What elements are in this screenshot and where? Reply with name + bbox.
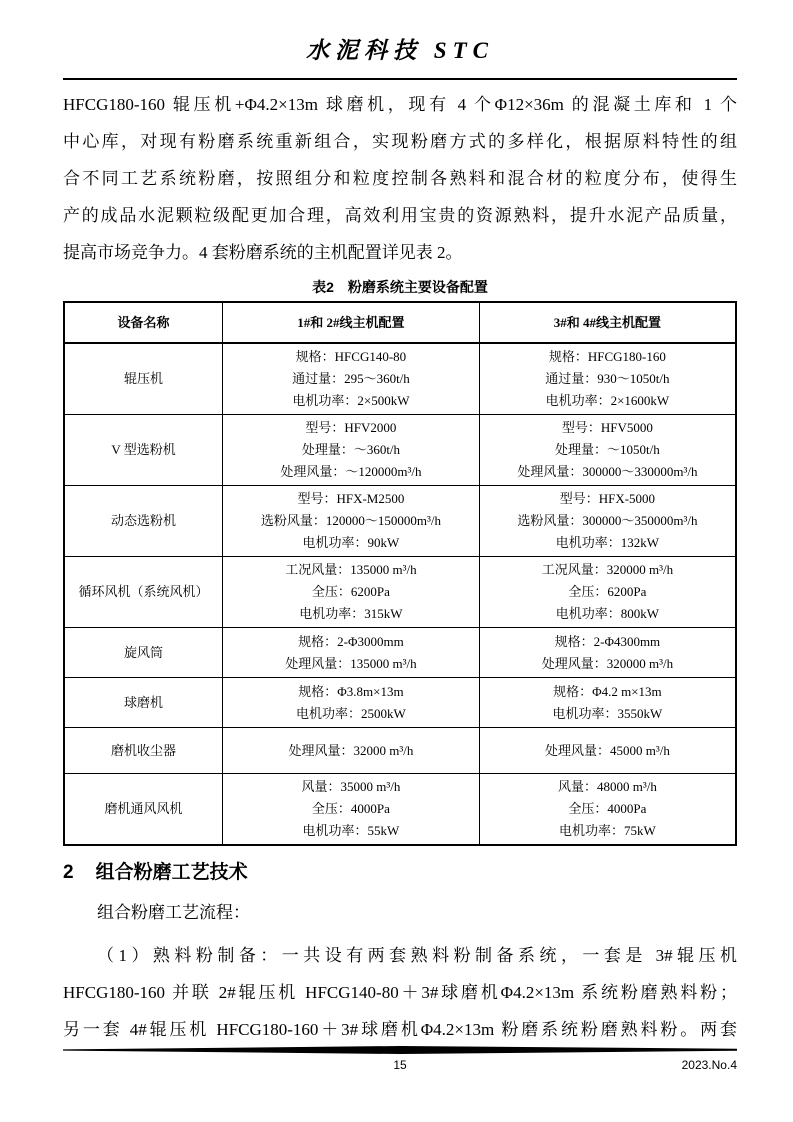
config-cell bbox=[223, 415, 480, 486]
config-line: 型号：HFV2000 bbox=[305, 420, 397, 435]
equipment-name-cell: 动态选粉机 bbox=[64, 486, 223, 557]
equipment-name-cell: 磨机通风风机 bbox=[64, 774, 223, 846]
page-footer bbox=[63, 1046, 737, 1076]
equipment-name-cell: 辊压机 bbox=[64, 343, 223, 415]
text-line: 另一套 4#辊压机 HFCG180-160＋3#球磨机Φ4.2×13m 粉磨系统粉磨熟料粉。两套 bbox=[63, 1020, 737, 1039]
table-caption-label: 表2 bbox=[312, 279, 334, 295]
config-line: 处理量：～1050t/h bbox=[555, 442, 660, 457]
config-cell bbox=[479, 557, 736, 628]
text-line: 提高市场竞争力。4 套粉磨系统的主机配置详见表 2。 bbox=[63, 243, 463, 262]
table-row bbox=[64, 486, 736, 557]
config-line: 处理风量：45000 m³/h bbox=[544, 742, 670, 758]
config-line: 电机功率：55kW bbox=[302, 823, 400, 838]
text-line: 组合粉磨工艺流程： bbox=[97, 903, 250, 922]
config-line: 全压：4000Pa bbox=[311, 801, 390, 816]
config-cell bbox=[479, 774, 736, 846]
config-line: 风量：48000 m³/h bbox=[557, 779, 657, 794]
config-line: 工况风量：135000 m³/h bbox=[285, 562, 417, 577]
table-row bbox=[64, 774, 736, 846]
table-row bbox=[64, 628, 736, 678]
config-line: 选粉风量：300000～350000m³/h bbox=[517, 513, 698, 528]
config-line: 处理风量：300000～330000m³/h bbox=[517, 464, 698, 479]
equipment-name-cell: 循环风机（系统风机） bbox=[64, 557, 223, 628]
config-cell bbox=[223, 343, 480, 415]
paragraph-process-intro bbox=[63, 894, 737, 931]
text-line: HFCG180-160 辊压机+Φ4.2×13m 球磨机，现有 4 个Φ12×36m 的混凝土库和 1 个 bbox=[63, 95, 737, 114]
section-title: 组合粉磨工艺技术 bbox=[95, 862, 248, 883]
config-line: 全压：6200Pa bbox=[311, 584, 390, 599]
table-caption bbox=[63, 277, 737, 297]
config-cell bbox=[223, 486, 480, 557]
section-heading bbox=[63, 858, 737, 888]
table-header-row bbox=[64, 302, 736, 343]
equipment-name-cell: 球磨机 bbox=[64, 678, 223, 728]
section-number: 2 bbox=[63, 862, 74, 883]
footer-row bbox=[63, 1058, 737, 1076]
table-row bbox=[64, 728, 736, 774]
config-line: 处理风量：～120000m³/h bbox=[280, 464, 422, 479]
table-row bbox=[64, 678, 736, 728]
config-line: 型号：HFX-5000 bbox=[559, 491, 656, 506]
paragraph-intro bbox=[63, 86, 737, 271]
table-row bbox=[64, 415, 736, 486]
config-line: 通过量：930～1050t/h bbox=[545, 371, 670, 386]
equipment-name-cell: V 型选粉机 bbox=[64, 415, 223, 486]
config-line: 电机功率：2×500kW bbox=[292, 393, 410, 408]
config-cell bbox=[479, 415, 736, 486]
config-cell bbox=[479, 486, 736, 557]
config-line: 电机功率：315kW bbox=[299, 606, 403, 621]
config-cell bbox=[223, 678, 480, 728]
config-cell bbox=[223, 728, 480, 774]
text-line: 产的成品水泥颗粒级配更加合理，高效利用宝贵的资源熟料，提升水泥产品质量， bbox=[63, 206, 737, 225]
config-line: 工况风量：320000 m³/h bbox=[541, 562, 674, 577]
config-line: 处理量：～360t/h bbox=[301, 442, 401, 457]
config-line: 处理风量：320000 m³/h bbox=[541, 655, 674, 671]
config-cell bbox=[223, 628, 480, 678]
text-line: 合不同工艺系统粉磨，按照组分和粒度控制各熟料和混合材的粒度分布，使得生 bbox=[63, 169, 737, 188]
config-cell bbox=[223, 557, 480, 628]
config-line: 规格：Φ4.2 m×13m bbox=[553, 683, 662, 699]
config-line: 型号：HFV5000 bbox=[561, 420, 653, 435]
config-line: 型号：HFX-M2500 bbox=[297, 491, 405, 506]
config-cell bbox=[479, 728, 736, 774]
journal-title: 水泥科技 STC bbox=[306, 38, 494, 63]
equipment-table-body bbox=[64, 343, 736, 845]
config-line: 处理风量：135000 m³/h bbox=[285, 655, 417, 671]
config-line: 电机功率：132kW bbox=[555, 535, 660, 550]
text-line: HFCG180-160 并联 2#辊压机 HFCG140-80＋3#球磨机Φ4.2×13m 系统粉磨熟料粉； bbox=[63, 983, 737, 1002]
config-line: 风量：35000 m³/h bbox=[301, 779, 401, 794]
config-line: 通过量：295～360t/h bbox=[292, 371, 410, 386]
config-cell bbox=[479, 343, 736, 415]
config-line: 电机功率：800kW bbox=[555, 606, 660, 621]
config-line: 规格：HFCG140-80 bbox=[295, 349, 407, 364]
config-line: 规格：Φ3.8m×13m bbox=[298, 683, 404, 699]
page-number: 15 bbox=[393, 1058, 407, 1072]
table-row bbox=[64, 343, 736, 415]
header-rule bbox=[63, 78, 737, 80]
config-line: 电机功率：75kW bbox=[559, 823, 656, 838]
paragraph-clinker-powder bbox=[63, 937, 737, 1048]
table-row bbox=[64, 557, 736, 628]
footer-bar bbox=[63, 1046, 737, 1054]
issue-label: 2023.No.4 bbox=[681, 1058, 737, 1072]
config-line: 电机功率：90kW bbox=[302, 535, 400, 550]
col-header-line-1-2: 1#和 2#线主机配置 bbox=[223, 302, 480, 343]
col-header-line-3-4: 3#和 4#线主机配置 bbox=[479, 302, 736, 343]
config-line: 规格：2-Φ3000mm bbox=[298, 633, 404, 649]
config-line: 电机功率：2×1600kW bbox=[545, 393, 670, 408]
text-line: （1）熟料粉制备：一共设有两套熟料粉制备系统，一套是 3#辊压机 bbox=[97, 946, 737, 965]
config-line: 全压：4000Pa bbox=[568, 801, 647, 816]
text-line: 中心库，对现有粉磨系统重新组合，实现粉磨方式的多样化，根据原料特性的组 bbox=[63, 132, 737, 151]
equipment-table bbox=[63, 301, 737, 846]
table-caption-title: 粉磨系统主要设备配置 bbox=[347, 279, 488, 295]
config-line: 电机功率：2500kW bbox=[296, 705, 406, 721]
config-line: 全压：6200Pa bbox=[568, 584, 647, 599]
col-header-equipment-name: 设备名称 bbox=[64, 302, 223, 343]
config-line: 电机功率：3550kW bbox=[552, 705, 663, 721]
config-cell bbox=[223, 774, 480, 846]
config-line: 规格：2-Φ4300mm bbox=[554, 633, 661, 649]
equipment-name-cell: 旋风筒 bbox=[64, 628, 223, 678]
config-line: 规格：HFCG180-160 bbox=[548, 349, 666, 364]
equipment-name-cell: 磨机收尘器 bbox=[64, 728, 223, 774]
config-cell bbox=[479, 628, 736, 678]
config-line: 选粉风量：120000～150000m³/h bbox=[260, 513, 441, 528]
config-cell bbox=[479, 678, 736, 728]
page-content bbox=[63, 0, 737, 1048]
config-line: 处理风量：32000 m³/h bbox=[288, 742, 414, 758]
